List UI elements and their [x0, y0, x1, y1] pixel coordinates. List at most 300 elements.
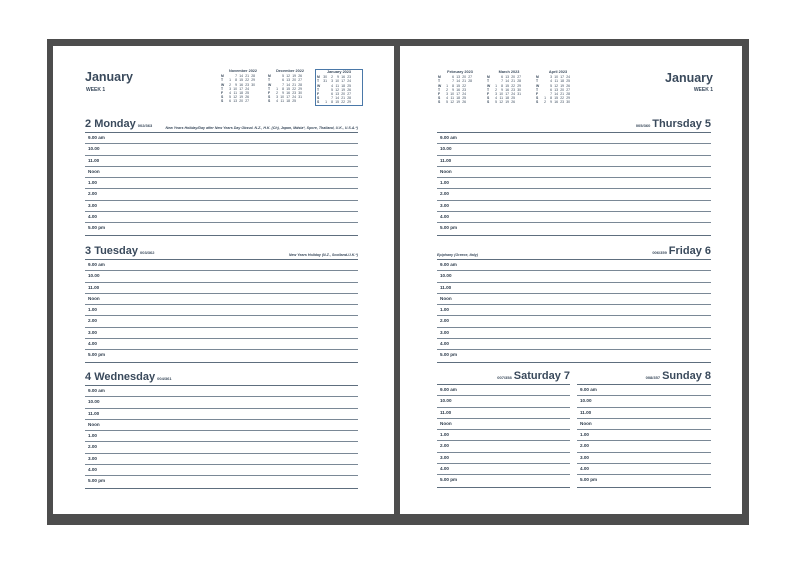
weekday-letter: F: [487, 92, 490, 97]
calendar-date: 20: [239, 99, 243, 104]
calendar-date: 9: [550, 100, 552, 105]
day-title: [650, 245, 711, 257]
weekday-letter: S: [317, 96, 320, 101]
calendar-date: 2: [446, 87, 448, 92]
day-of-year-code: 004/361: [157, 376, 172, 381]
weekday-letter: S: [487, 96, 490, 101]
weekday-letter: T: [221, 86, 224, 91]
time-slot: 10.00: [437, 271, 711, 282]
calendar-date: [515, 100, 521, 104]
weekday-letter: S: [536, 100, 539, 105]
weekday-letter: S: [221, 95, 224, 100]
calendar-date: 8: [235, 78, 237, 83]
time-slot-list: [85, 260, 358, 363]
time-slot: Noon: [85, 294, 358, 305]
calendar-date: 6: [501, 75, 503, 80]
time-slot: 1.00: [437, 430, 570, 441]
day-number: 8: [704, 370, 711, 382]
calendar-date: 10: [450, 92, 454, 97]
calendar-date: 7: [331, 96, 333, 101]
calendar-date: 18: [456, 96, 460, 101]
calendar-date: 12: [233, 95, 237, 100]
mini-calendar-december-2022: [268, 69, 312, 104]
time-slot: 11.00: [85, 283, 358, 294]
day-title: [85, 118, 154, 130]
mini-calendar-title: March 2023: [498, 70, 520, 74]
calendar-date: 26: [511, 100, 515, 105]
day-block-monday: [85, 118, 358, 234]
time-slot: 11.00: [437, 408, 570, 419]
calendar-date: 21: [462, 79, 466, 84]
calendar-date: 23: [347, 75, 351, 80]
time-slot: 11.00: [437, 283, 711, 294]
left-page: [53, 46, 394, 514]
day-block-saturday: [437, 370, 570, 486]
calendar-date: 25: [245, 91, 249, 96]
calendar-date: 20: [292, 78, 296, 83]
calendar-date: 19: [505, 100, 509, 105]
calendar-date: 4: [495, 96, 497, 101]
weekday-letter: M: [221, 74, 224, 79]
calendar-date: 7: [235, 74, 237, 79]
weekday-letter: S: [317, 100, 320, 105]
time-slot: 10.00: [437, 396, 570, 407]
day-of-year-code: 006/359: [652, 250, 667, 255]
calendar-date: 29: [251, 78, 255, 83]
calendar-date: 25: [292, 99, 296, 104]
mini-calendar-march-2023: [487, 70, 531, 105]
left-week-label: WEEK 1: [86, 87, 106, 93]
weekday-letter: T: [438, 87, 441, 92]
calendar-date: 10: [554, 75, 558, 80]
calendar-date: 29: [517, 83, 521, 88]
day-name: Wednesday: [94, 371, 156, 383]
time-slot: 4.00: [85, 339, 358, 350]
time-slot: 3.00: [85, 201, 358, 212]
calendar-date: 9: [235, 82, 237, 87]
time-slot: 11.00: [437, 156, 711, 167]
calendar-date: 29: [566, 96, 570, 101]
calendar-date: 27: [566, 87, 570, 92]
calendar-date: 6: [282, 78, 284, 83]
day-of-year-code: 008/357: [645, 375, 661, 380]
time-slot: Noon: [85, 167, 358, 178]
weekday-letter: W: [536, 83, 540, 88]
calendar-date: 13: [335, 92, 339, 97]
time-slot: 1.00: [85, 431, 358, 442]
calendar-date: 22: [245, 78, 249, 83]
calendar-date: 5: [495, 100, 497, 105]
calendar-date: 13: [554, 87, 558, 92]
time-slot: 3.00: [85, 454, 358, 465]
weekday-letter: M: [438, 75, 441, 80]
calendar-date: 31: [517, 92, 521, 97]
calendar-date: 18: [286, 99, 290, 104]
day-of-year-code: 002/363: [137, 123, 153, 128]
calendar-date: 25: [511, 96, 515, 101]
calendar-date: 13: [505, 75, 509, 80]
calendar-date: 4: [229, 91, 231, 96]
day-title: [634, 118, 711, 130]
mini-calendar-january-2023: [315, 69, 363, 106]
calendar-date: [466, 100, 472, 104]
calendar-date: 5: [446, 100, 448, 105]
calendar-date: 14: [239, 74, 243, 79]
calendar-date: 29: [347, 100, 351, 105]
time-slot: 10.00: [85, 397, 358, 408]
calendar-date: 3: [331, 79, 333, 84]
day-number: 3: [85, 245, 92, 257]
day-header: [85, 371, 358, 386]
time-slot: Noon: [437, 167, 711, 178]
calendar-date: 27: [245, 99, 249, 104]
calendar-date: 20: [341, 92, 345, 97]
time-slot: 3.00: [437, 453, 570, 464]
calendar-date: 15: [456, 83, 460, 88]
calendar-date: 8: [282, 86, 284, 91]
calendar-date: 22: [341, 100, 345, 105]
time-slot: 3.00: [85, 328, 358, 339]
calendar-date: 21: [560, 92, 564, 97]
weekday-letter: S: [438, 100, 441, 105]
calendar-date: 2: [229, 82, 231, 87]
day-block-tuesday: [85, 245, 358, 361]
calendar-date: 23: [560, 100, 564, 105]
calendar-date: 26: [347, 87, 351, 92]
day-title: [495, 370, 570, 382]
calendar-date: 20: [462, 75, 466, 80]
calendar-date: 25: [566, 79, 570, 84]
calendar-date: 11: [554, 79, 558, 84]
calendar-date: 14: [505, 79, 509, 84]
calendar-date: 30: [517, 87, 521, 92]
calendar-date: 13: [456, 75, 460, 80]
time-slot-list: [437, 385, 570, 488]
calendar-date: 4: [331, 83, 333, 88]
calendar-date: 12: [286, 74, 290, 79]
calendar-date: 1: [276, 86, 278, 91]
time-slot: 9.00 am: [85, 133, 358, 144]
calendar-date: 12: [450, 100, 454, 105]
calendar-date: 6: [550, 87, 552, 92]
calendar-date: 15: [505, 83, 509, 88]
calendar-date: 8: [452, 83, 454, 88]
left-month-title: January: [85, 70, 133, 84]
time-slot: 2.00: [85, 316, 358, 327]
right-week-label: WEEK 1: [693, 87, 713, 93]
time-slot: 1.00: [437, 178, 711, 189]
weekday-letter: T: [317, 79, 320, 84]
time-slot: 4.00: [437, 464, 570, 475]
calendar-date: 18: [341, 83, 345, 88]
day-of-year-code: 007/358: [497, 375, 512, 380]
time-slot: 2.00: [85, 442, 358, 453]
calendar-date: 3: [229, 86, 231, 91]
calendar-date: 26: [298, 74, 302, 79]
calendar-date: 21: [292, 82, 296, 87]
calendar-date: 15: [286, 86, 290, 91]
weekday-letter: W: [317, 83, 321, 88]
time-slot: 11.00: [85, 156, 358, 167]
mini-calendar-row: [268, 99, 312, 103]
calendar-date: 19: [341, 87, 345, 92]
mini-calendar-february-2023: [438, 70, 482, 105]
calendar-date: 28: [298, 82, 302, 87]
time-slot-list: [437, 260, 711, 363]
calendar-date: 7: [501, 79, 503, 84]
calendar-date: 30: [251, 82, 255, 87]
calendar-date: 4: [276, 99, 278, 104]
calendar-date: 16: [456, 87, 460, 92]
calendar-date: 15: [335, 100, 339, 105]
day-title: [85, 245, 156, 257]
calendar-date: 9: [337, 75, 339, 80]
weekday-letter: M: [268, 74, 271, 79]
calendar-date: 18: [505, 96, 509, 101]
time-slot: 5.00 pm: [577, 475, 711, 488]
calendar-date: 26: [462, 100, 466, 105]
calendar-date: 27: [347, 92, 351, 97]
calendar-date: 1: [325, 100, 327, 105]
weekday-letter: W: [438, 83, 442, 88]
calendar-date: 22: [462, 83, 466, 88]
day-header: [437, 118, 711, 133]
calendar-date: 9: [282, 91, 284, 96]
time-slot: 9.00 am: [85, 260, 358, 271]
calendar-date: 10: [233, 86, 237, 91]
calendar-date: 9: [501, 87, 503, 92]
weekday-letter: M: [487, 75, 490, 80]
weekday-letter: F: [268, 91, 271, 96]
weekday-letter: W: [221, 82, 225, 87]
calendar-date: 19: [239, 95, 243, 100]
day-of-year-code: 005/360: [635, 123, 651, 128]
calendar-date: 28: [566, 92, 570, 97]
day-number: 7: [563, 370, 570, 382]
day-header: [577, 370, 711, 385]
calendar-date: 7: [282, 82, 284, 87]
calendar-date: 2: [495, 87, 497, 92]
calendar-date: 17: [341, 79, 345, 84]
day-header: [85, 118, 358, 133]
calendar-date: 5: [282, 74, 284, 79]
calendar-date: 10: [499, 92, 503, 97]
mini-calendar-title: December 2022: [276, 69, 304, 73]
weekday-letter: M: [317, 75, 320, 80]
time-slot: Noon: [85, 420, 358, 431]
calendar-date: 24: [245, 86, 249, 91]
calendar-date: 23: [511, 87, 515, 92]
calendar-date: 11: [233, 91, 237, 96]
holiday-note: New Years Holiday (N.Z., Scotland-U.K.*): [288, 253, 358, 257]
calendar-date: 15: [554, 96, 558, 101]
calendar-date: 17: [560, 75, 564, 80]
weekday-letter: M: [536, 75, 539, 80]
calendar-date: 26: [245, 95, 249, 100]
calendar-date: 31: [323, 79, 327, 84]
calendar-date: 11: [335, 83, 339, 88]
calendar-date: 2: [331, 75, 333, 80]
time-slot: 5.00 pm: [437, 350, 711, 363]
calendar-date: 4: [550, 79, 552, 84]
calendar-date: 2: [544, 100, 546, 105]
day-header: [437, 370, 570, 385]
calendar-date: 28: [251, 74, 255, 79]
calendar-date: 6: [331, 92, 333, 97]
calendar-date: 22: [560, 96, 564, 101]
calendar-date: 14: [286, 82, 290, 87]
calendar-date: 30: [298, 91, 302, 96]
calendar-date: 5: [331, 87, 333, 92]
right-page: [400, 46, 742, 514]
weekday-letter: W: [487, 83, 491, 88]
time-slot: 4.00: [85, 212, 358, 223]
calendar-date: 23: [292, 91, 296, 96]
calendar-date: 24: [292, 95, 296, 100]
time-slot: 5.00 pm: [437, 475, 570, 488]
time-slot: 3.00: [437, 328, 711, 339]
time-slot: 9.00 am: [437, 385, 570, 396]
day-name: Monday: [94, 118, 136, 130]
calendar-date: 23: [245, 82, 249, 87]
day-block-wednesday: [85, 371, 358, 487]
weekday-letter: S: [268, 95, 271, 100]
calendar-date: 21: [511, 79, 515, 84]
calendar-date: 13: [233, 99, 237, 104]
calendar-date: 18: [239, 91, 243, 96]
calendar-date: 28: [468, 79, 472, 84]
mini-calendar-november-2022: [221, 69, 265, 104]
calendar-date: 30: [323, 75, 327, 80]
calendar-date: 16: [239, 82, 243, 87]
mini-calendar-row: [536, 100, 580, 104]
calendar-date: 23: [462, 87, 466, 92]
time-slot: 5.00 pm: [85, 350, 358, 363]
calendar-date: 30: [566, 100, 570, 105]
time-slot: 3.00: [577, 453, 711, 464]
weekday-letter: S: [438, 96, 441, 101]
calendar-date: 8: [501, 83, 503, 88]
calendar-date: 11: [499, 96, 503, 101]
calendar-date: 14: [456, 79, 460, 84]
calendar-date: 21: [341, 96, 345, 101]
time-slot: 10.00: [85, 271, 358, 282]
calendar-date: 28: [517, 79, 521, 84]
time-slot: 10.00: [85, 144, 358, 155]
weekday-letter: T: [536, 87, 539, 92]
calendar-date: 15: [239, 78, 243, 83]
calendar-date: 8: [331, 100, 333, 105]
calendar-date: 11: [450, 96, 454, 101]
weekday-letter: T: [487, 79, 490, 84]
day-name: Saturday: [513, 370, 561, 382]
time-slot-list: [577, 385, 711, 488]
weekday-letter: T: [487, 87, 490, 92]
calendar-date: 25: [462, 96, 466, 101]
calendar-date: 29: [298, 86, 302, 91]
weekday-letter: T: [317, 87, 320, 92]
time-slot: Noon: [437, 419, 570, 430]
day-block-sunday: [577, 370, 711, 486]
holiday-note: Epiphany (Greece, Italy): [437, 253, 478, 257]
time-slot: 9.00 am: [577, 385, 711, 396]
day-header: [437, 245, 711, 260]
calendar-date: 11: [280, 99, 284, 104]
mini-calendar-row: [487, 100, 531, 104]
weekday-letter: F: [438, 92, 441, 97]
time-slot: 11.00: [85, 409, 358, 420]
calendar-date: 8: [550, 96, 552, 101]
time-slot: 11.00: [577, 408, 711, 419]
time-slot: 1.00: [85, 178, 358, 189]
weekday-letter: T: [438, 79, 441, 84]
day-block-friday: [437, 245, 711, 361]
calendar-date: 6: [229, 99, 231, 104]
calendar-date: 1: [446, 83, 448, 88]
calendar-date: 7: [550, 92, 552, 97]
mini-calendar-row: [221, 99, 265, 103]
time-slot: 5.00 pm: [437, 223, 711, 236]
calendar-date: 22: [511, 83, 515, 88]
calendar-date: 10: [280, 95, 284, 100]
calendar-date: 27: [298, 78, 302, 83]
calendar-date: 31: [298, 95, 302, 100]
day-of-year-code: 003/362: [140, 250, 155, 255]
mini-calendar-april-2023: [536, 70, 580, 105]
day-title: [644, 370, 711, 382]
calendar-date: 2: [276, 91, 278, 96]
day-name: Friday: [668, 245, 702, 257]
time-slot: 9.00 am: [437, 260, 711, 271]
time-slot: 4.00: [577, 464, 711, 475]
weekday-letter: T: [268, 78, 271, 83]
weekday-letter: S: [487, 100, 490, 105]
weekday-letter: T: [536, 79, 539, 84]
calendar-date: 27: [468, 75, 472, 80]
calendar-date: 17: [456, 92, 460, 97]
calendar-date: 1: [495, 83, 497, 88]
mini-calendar-row: [317, 100, 361, 104]
day-name: Thursday: [652, 118, 702, 130]
mini-calendar-row: [438, 100, 482, 104]
day-number: 5: [704, 118, 711, 130]
calendar-date: 12: [554, 83, 558, 88]
weekday-letter: S: [268, 99, 271, 104]
day-number: 2: [85, 118, 92, 130]
day-block-thursday: [437, 118, 711, 234]
calendar-date: 20: [560, 87, 564, 92]
time-slot: 4.00: [437, 339, 711, 350]
time-slot: 5.00 pm: [85, 223, 358, 236]
calendar-date: 5: [550, 83, 552, 88]
calendar-date: 6: [452, 75, 454, 80]
calendar-date: 5: [229, 95, 231, 100]
time-slot: 2.00: [437, 441, 570, 452]
calendar-date: 3: [495, 92, 497, 97]
calendar-date: 20: [511, 75, 515, 80]
calendar-date: 9: [452, 87, 454, 92]
calendar-date: 7: [452, 79, 454, 84]
calendar-date: 24: [462, 92, 466, 97]
calendar-date: 14: [554, 92, 558, 97]
calendar-date: 18: [560, 79, 564, 84]
day-name: Tuesday: [94, 245, 138, 257]
right-month-title: January: [665, 71, 713, 85]
weekday-letter: S: [221, 99, 224, 104]
time-slot-list: [85, 386, 358, 489]
calendar-date: 25: [347, 83, 351, 88]
mini-calendar-title: January 2023: [326, 70, 352, 74]
